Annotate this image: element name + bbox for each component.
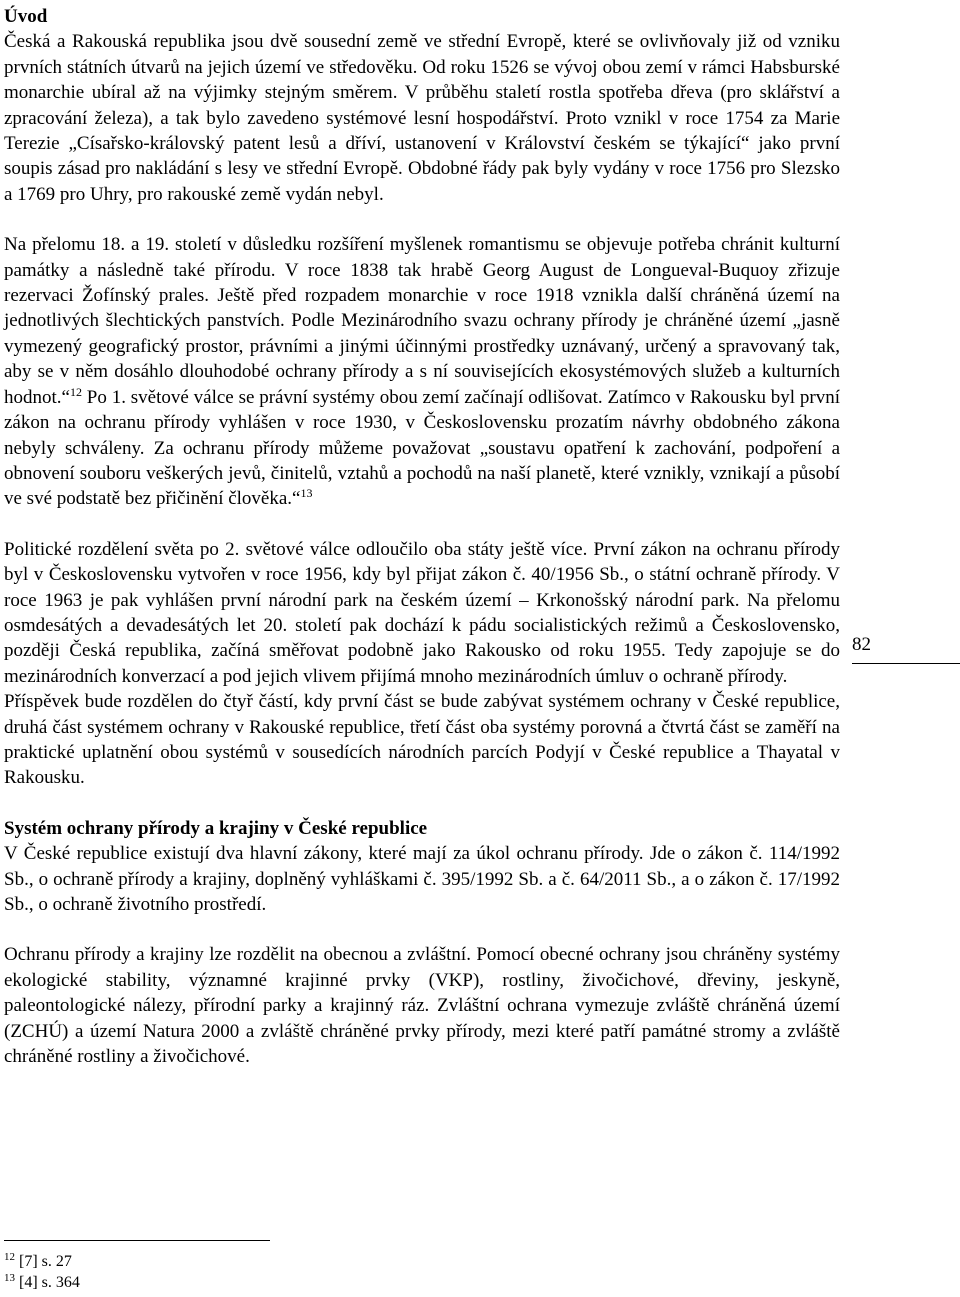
page-number-rule [852,663,960,664]
page-number: 82 [852,634,871,655]
paragraph-cz-2: Ochranu přírody a krajiny lze rozdělit na obecnou a zvláštní. Pomocí obecné ochrany jsou chráněny systémy ekologické stability, významné krajinné prvky (VKP), rostliny, živočichové, dřeviny, jeskyně, paleontologické nálezy, přírodní parky a krajinný ráz. Zvláštní ochrana vymezuje zvláště chráněná území (ZCHÚ) a území Natura 2000 a zvláště chráněné prvky přírody, mezi které patří památné stromy a zvláště chráněné rostliny a živočichové. [4,944,840,1068]
footnote-12 [4,1251,80,1272]
footnote-13 [4,1272,80,1293]
paragraph-cz-1: V České republice existují dva hlavní zákony, které mají za úkol ochranu přírody. Jde o zákon č. 114/1992 Sb., o ochraně přírody a krajiny, doplněný vyhláškami č. 395/1992 Sb. a č. 64/2011 Sb., a o zákon č. 17/1992 Sb., o ochraně životního prostředí. [4,843,840,915]
footnote-separator [4,1240,270,1241]
section-heading-intro: Úvod [4,6,48,27]
footnote-number: 13 [4,1272,15,1284]
footnote-text: [7] s. 27 [19,1253,72,1270]
main-text [4,4,840,1069]
footnote-ref-12[interactable]: 12 [69,384,82,399]
footnotes [4,1251,80,1293]
section-heading-cz-system: Systém ochrany přírody a krajiny v České republice [4,817,428,839]
footnote-number: 12 [4,1251,15,1263]
paragraph-intro-4: Příspěvek bude rozdělen do čtyř částí, kdy první část se bude zabývat systémem ochrany v České republice, druhá část systémem ochrany v Rakouské republice, třetí část oba systémy porovná a čtvrtá část se zaměří na praktické uplatnění obou systémů v sousedících národních parcích Podyjí v České republice a Thayatal v Rakousku. [4,691,840,789]
paragraph-intro-3: Politické rozdělení světa po 2. světové válce odloučilo oba státy ještě více. První zákon na ochranu přírody byl v Československu vytvořen v roce 1956, kdy byl přijat zákon č. 40/1956 Sb., o státní ochraně přírody. V roce 1963 je pak vyhlášen první národní park na českém území – Krkonošský národní park. Na přelomu osmdesátých a devadesátých let 20. století pak dochází k pádu socialistických režimů a Československo, později Česká republika, začíná směřovat podobně jako Rakousko od roku 1955. Tedy zapojuje se do mezinárodních konverzací a pod jejich vlivem přijímá mnoho mezinárodních úmluv o ochraně přírody. [4,538,840,687]
footnote-text: [4] s. 364 [19,1274,80,1291]
footnote-ref-13[interactable]: 13 [300,486,313,501]
paragraph-intro-1: Česká a Rakouská republika jsou dvě sousední země ve střední Evropě, které se ovlivňovaly již od vzniku prvních státních útvarů na jejich území ve středověku. Od roku 1526 se vývoj obou zemí v rámci Habsburské monarchie ubíral až na výjimky stejným směrem. V průběhu staletí rostla spotřeba dřeva (pro sklářství a zpracování železa), a tak bylo zavedeno systémové lesní hospodářství. Proto vznikl v roce 1754 za Marie Terezie „Císařsko-královský patent lesů a dříví, ustanovení v Království českém se týkající“ jako první soupis zásad pro nakládání s lesy ve střední Evropě. Obdobné řády pak byly vydány v roce 1756 pro Slezsko a 1769 pro Uhry, pro rakouské země vydán nebyl. [4,31,840,205]
text-span: Na přelomu 18. a 19. století v důsledku rozšíření myšlenek romantismu se objevuje potřeba chránit kulturní památky a následně také přírodu. V roce 1838 tak hrabě Georg August de Longueval-Buquoy zřizuje rezervaci Žofínský prales. Ještě před rozpadem monarchie v roce 1918 vznikla další chráněná území na jednotlivých šlechtických panstvích. Podle Mezinárodního svazu ochrany přírody je chráněné území „jasně vymezený geografický prostor, právními a jinými účinnými prostředky uznávaný, určený a spravovaný tak, aby se v něm dosáhlo dlouhodobé ochrany přírody a s ní souvisejících ekosystémových služeb a kulturních hodnot.“ [4,234,840,408]
text-span: Po 1. světové válce se právní systémy obou zemí začínají odlišovat. Zatímco v Rakousku byl první zákon na ochranu přírody vyhlášen v roce 1930, v Československu prozatím návrhy obdobného zákona nebyly schváleny. Za ochranu přírody můžeme považovat „soustavu opatření k zachování, podpoření a obnovení souboru veškerých jevů, činitelů, vztahů a pochodů na naší planetě, které vznikly, vznikají a působí ve své podstatě bez přičinění člověka.“ [4,386,840,510]
paragraph-intro-2 [4,232,840,511]
